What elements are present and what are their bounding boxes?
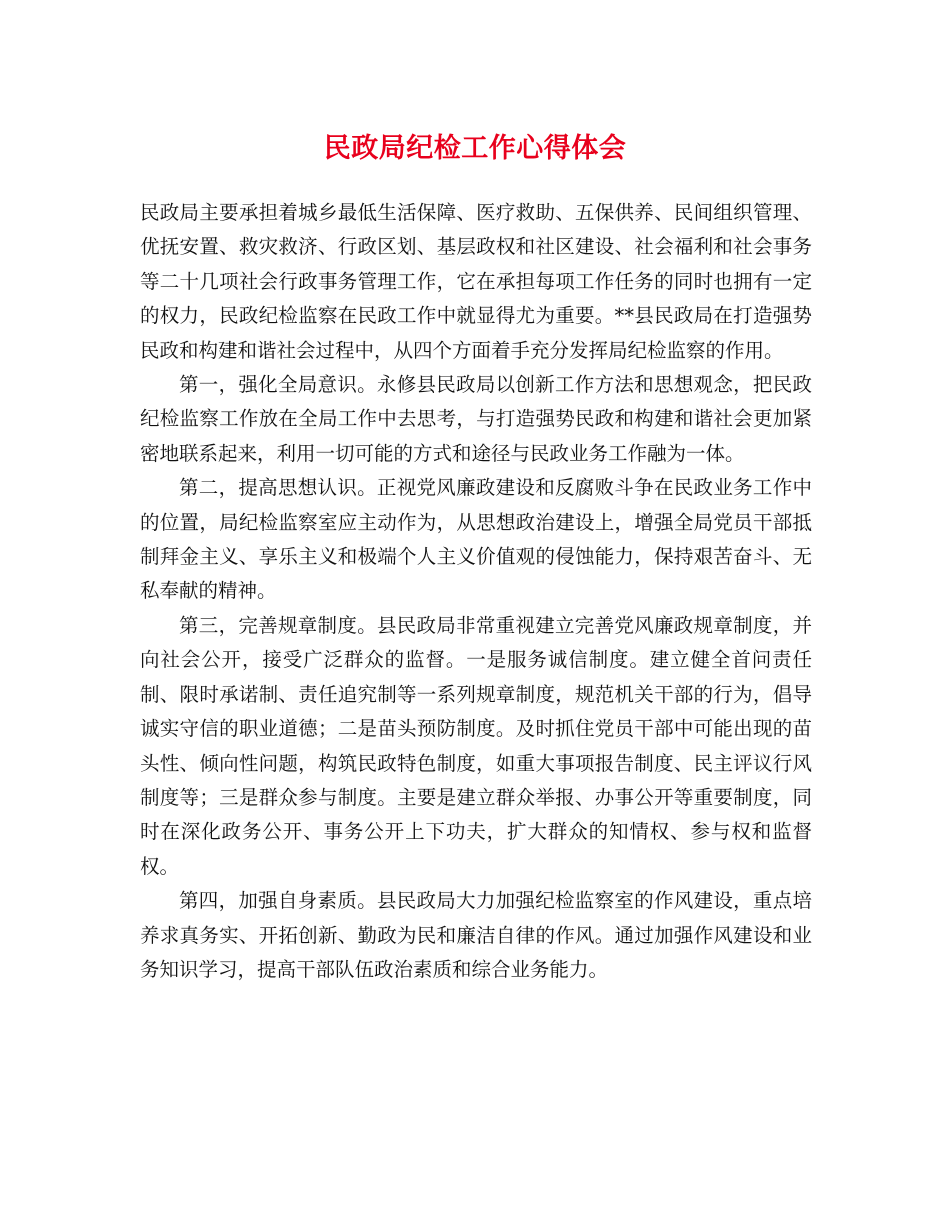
document-title: 民政局纪检工作心得体会 xyxy=(323,133,627,164)
document-body xyxy=(140,196,812,987)
paragraph-intro: 民政局主要承担着城乡最低生活保障、医疗救助、五保供养、民间组织管理、优抚安置、救灾救济、行政区划、基层政权和社区建设、社会福利和社会事务等二十几项社会行政事务管理工作，它在承担每项工作任务的同时也拥有一定的权力，民政纪检监察在民政工作中就显得尤为重要。**县民政局在打造强势民政和构建和谐社会过程中，从四个方面着手充分发挥局纪检监察的作用。 xyxy=(140,201,812,362)
paragraph-second: 第二，提高思想认识。正视党风廉政建设和反腐败斗争在民政业务工作中的位置，局纪检监察室应主动作为，从思想政治建设上，增强全局党员干部抵制拜金主义、享乐主义和极端个人主义价值观的侵蚀能力，保持艰苦奋斗、无私奉献的精神。 xyxy=(140,476,812,603)
paragraph-third: 第三，完善规章制度。县民政局非常重视建立完善党风廉政规章制度，并向社会公开，接受广泛群众的监督。一是服务诚信制度。建立健全首问责任制、限时承诺制、责任追究制等一系列规章制度，规范机关干部的行为，倡导诚实守信的职业道德；二是苗头预防制度。及时抓住党员干部中可能出现的苗头性、倾向性问题，构筑民政特色制度，如重大事项报告制度、民主评议行风制度等；三是群众参与制度。主要是建立群众举报、办事公开等重要制度，同时在深化政务公开、事务公开上下功夫，扩大群众的知情权、参与权和监督权。 xyxy=(140,613,812,878)
paragraph-fourth: 第四，加强自身素质。县民政局大力加强纪检监察室的作风建设，重点培养求真务实、开拓创新、勤政为民和廉洁自律的作风。通过加强作风建设和业务知识学习，提高干部队伍政治素质和综合业务能力。 xyxy=(140,889,812,981)
paragraph-first: 第一，强化全局意识。永修县民政局以创新工作方法和思想观念，把民政纪检监察工作放在全局工作中去思考，与打造强势民政和构建和谐社会更加紧密地联系起来，利用一切可能的方式和途径与民政业务工作融为一体。 xyxy=(140,373,812,465)
